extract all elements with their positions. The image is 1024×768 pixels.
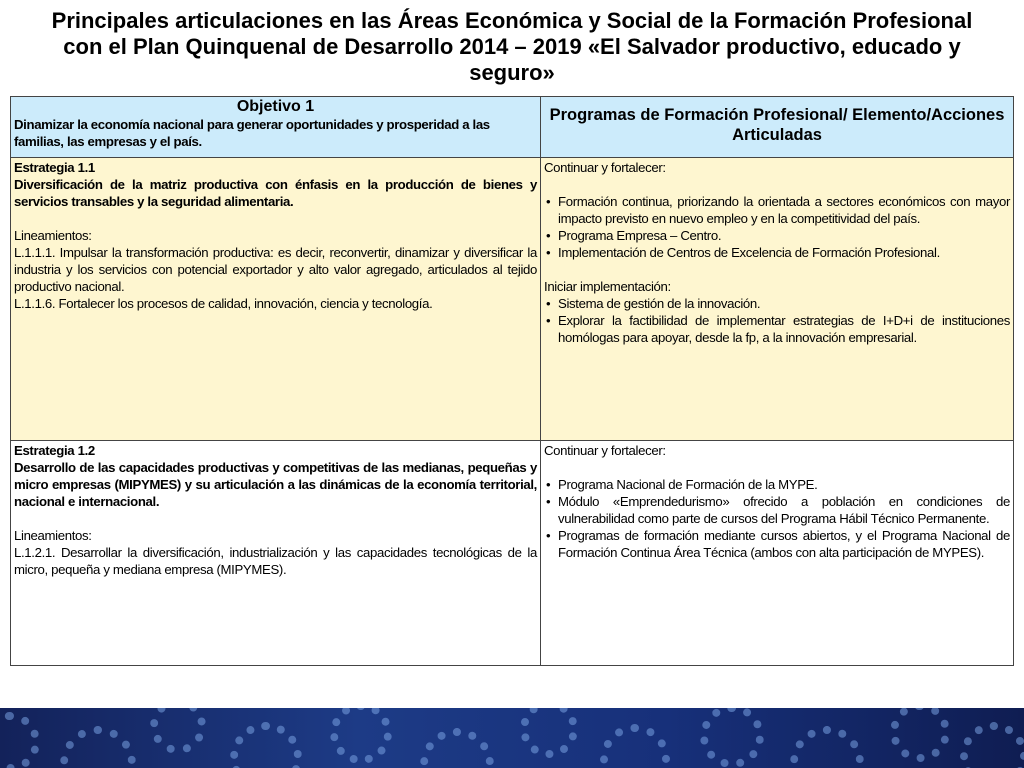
gear-icon	[0, 712, 40, 768]
gear-icon	[700, 708, 764, 768]
start-label: Iniciar implementación:	[544, 279, 671, 294]
gear-icon	[420, 728, 494, 768]
articulation-table	[10, 96, 1014, 666]
list-item: • Programas de formación mediante cursos abiertos, y el Programa Nacional de Formación Continua Área Técnica (ambos con alta participación de MYPES).	[544, 527, 1010, 561]
list-item: • Sistema de gestión de la innovación.	[544, 295, 1010, 312]
strategy-cell	[11, 158, 541, 441]
objective-header-cell	[11, 97, 541, 158]
gear-icon	[60, 726, 136, 768]
list-item: • Explorar la factibilidad de implementar estrategias de I+D+i de instituciones homólogas para apoyar, desde la fp, a la innovación empresarial.	[544, 312, 1010, 346]
strategy-text: Desarrollo de las capacidades productivas y competitivas de las medianas, pequeñas y micro empresas (MIPYMES) y su articulación a las dinámicas de la economía territorial, nacional e internacional.	[14, 460, 537, 509]
gear-icon	[790, 726, 864, 768]
strategy-text: Diversificación de la matriz productiva con énfasis en la producción de bienes y servicios transables y la seguridad alimentaria.	[14, 177, 537, 209]
continue-label: Continuar y fortalecer:	[544, 443, 666, 458]
gear-icon	[330, 708, 392, 764]
continue-list	[544, 193, 1010, 261]
page-title: Principales articulaciones en las Áreas Económica y Social de la Formación Profesional con el Plan Quinquenal de Desarrollo 2014 – 2019 «El Salvador productivo, educado y seguro»	[51, 8, 973, 85]
gear-icon	[150, 708, 206, 754]
guidelines-label: Lineamientos:	[14, 228, 92, 243]
gear-icon	[600, 724, 670, 768]
table-row	[11, 441, 1014, 666]
guideline-item: L.1.1.6. Fortalecer los procesos de calidad, innovación, ciencia y tecnología.	[14, 296, 433, 311]
list-item: • Formación continua, priorizando la orientada a sectores económicos con mayor impacto previsto en nuevo empleo y en la competitividad del país.	[544, 193, 1010, 227]
list-item: • Implementación de Centros de Excelencia de Formación Profesional.	[544, 244, 1010, 261]
list-item: • Programa Empresa – Centro.	[544, 227, 1010, 244]
gear-icon	[960, 722, 1024, 768]
gear-icon	[230, 722, 302, 768]
objective-text: Dinamizar la economía nacional para generar oportunidades y prosperidad a las familias, las empresas y el país.	[14, 117, 490, 149]
continue-list	[544, 476, 1010, 561]
strategy-cell	[11, 441, 541, 666]
objective-label: Objetivo 1	[236, 98, 315, 115]
decorative-gear-banner	[0, 708, 1024, 768]
guideline-item: L.1.1.1. Impulsar la transformación productiva: es decir, reconvertir, dinamizar y diversificar la industria y los servicios con potencial exportador y alto valor agregado, articulados al tejido productivo nacional.	[14, 245, 537, 294]
guidelines-label: Lineamientos:	[14, 528, 92, 543]
list-item: • Módulo «Emprendedurismo» ofrecido a población en condiciones de vulnerabilidad como parte de cursos del Programa Hábil Técnico Permanente.	[544, 493, 1010, 527]
table-header-row	[11, 97, 1014, 158]
gear-icon	[890, 708, 950, 762]
programs-header-cell	[541, 97, 1014, 158]
programs-cell	[541, 441, 1014, 666]
strategy-label: Estrategia 1.1	[14, 160, 95, 175]
strategy-label: Estrategia 1.2	[14, 443, 95, 458]
guideline-item: L.1.2.1. Desarrollar la diversificación, industrialización y las capacidades tecnológicas de la micro, pequeña y mediana empresa (MIPYMES).	[14, 545, 537, 577]
continue-label: Continuar y fortalecer:	[544, 160, 666, 175]
list-item: • Programa Nacional de Formación de la MYPE.	[544, 476, 1010, 493]
table-row	[11, 158, 1014, 441]
start-list	[544, 295, 1010, 346]
programs-header: Programas de Formación Profesional/ Elemento/Acciones Articuladas	[549, 106, 1005, 144]
gear-icon	[520, 708, 578, 758]
programs-cell	[541, 158, 1014, 441]
